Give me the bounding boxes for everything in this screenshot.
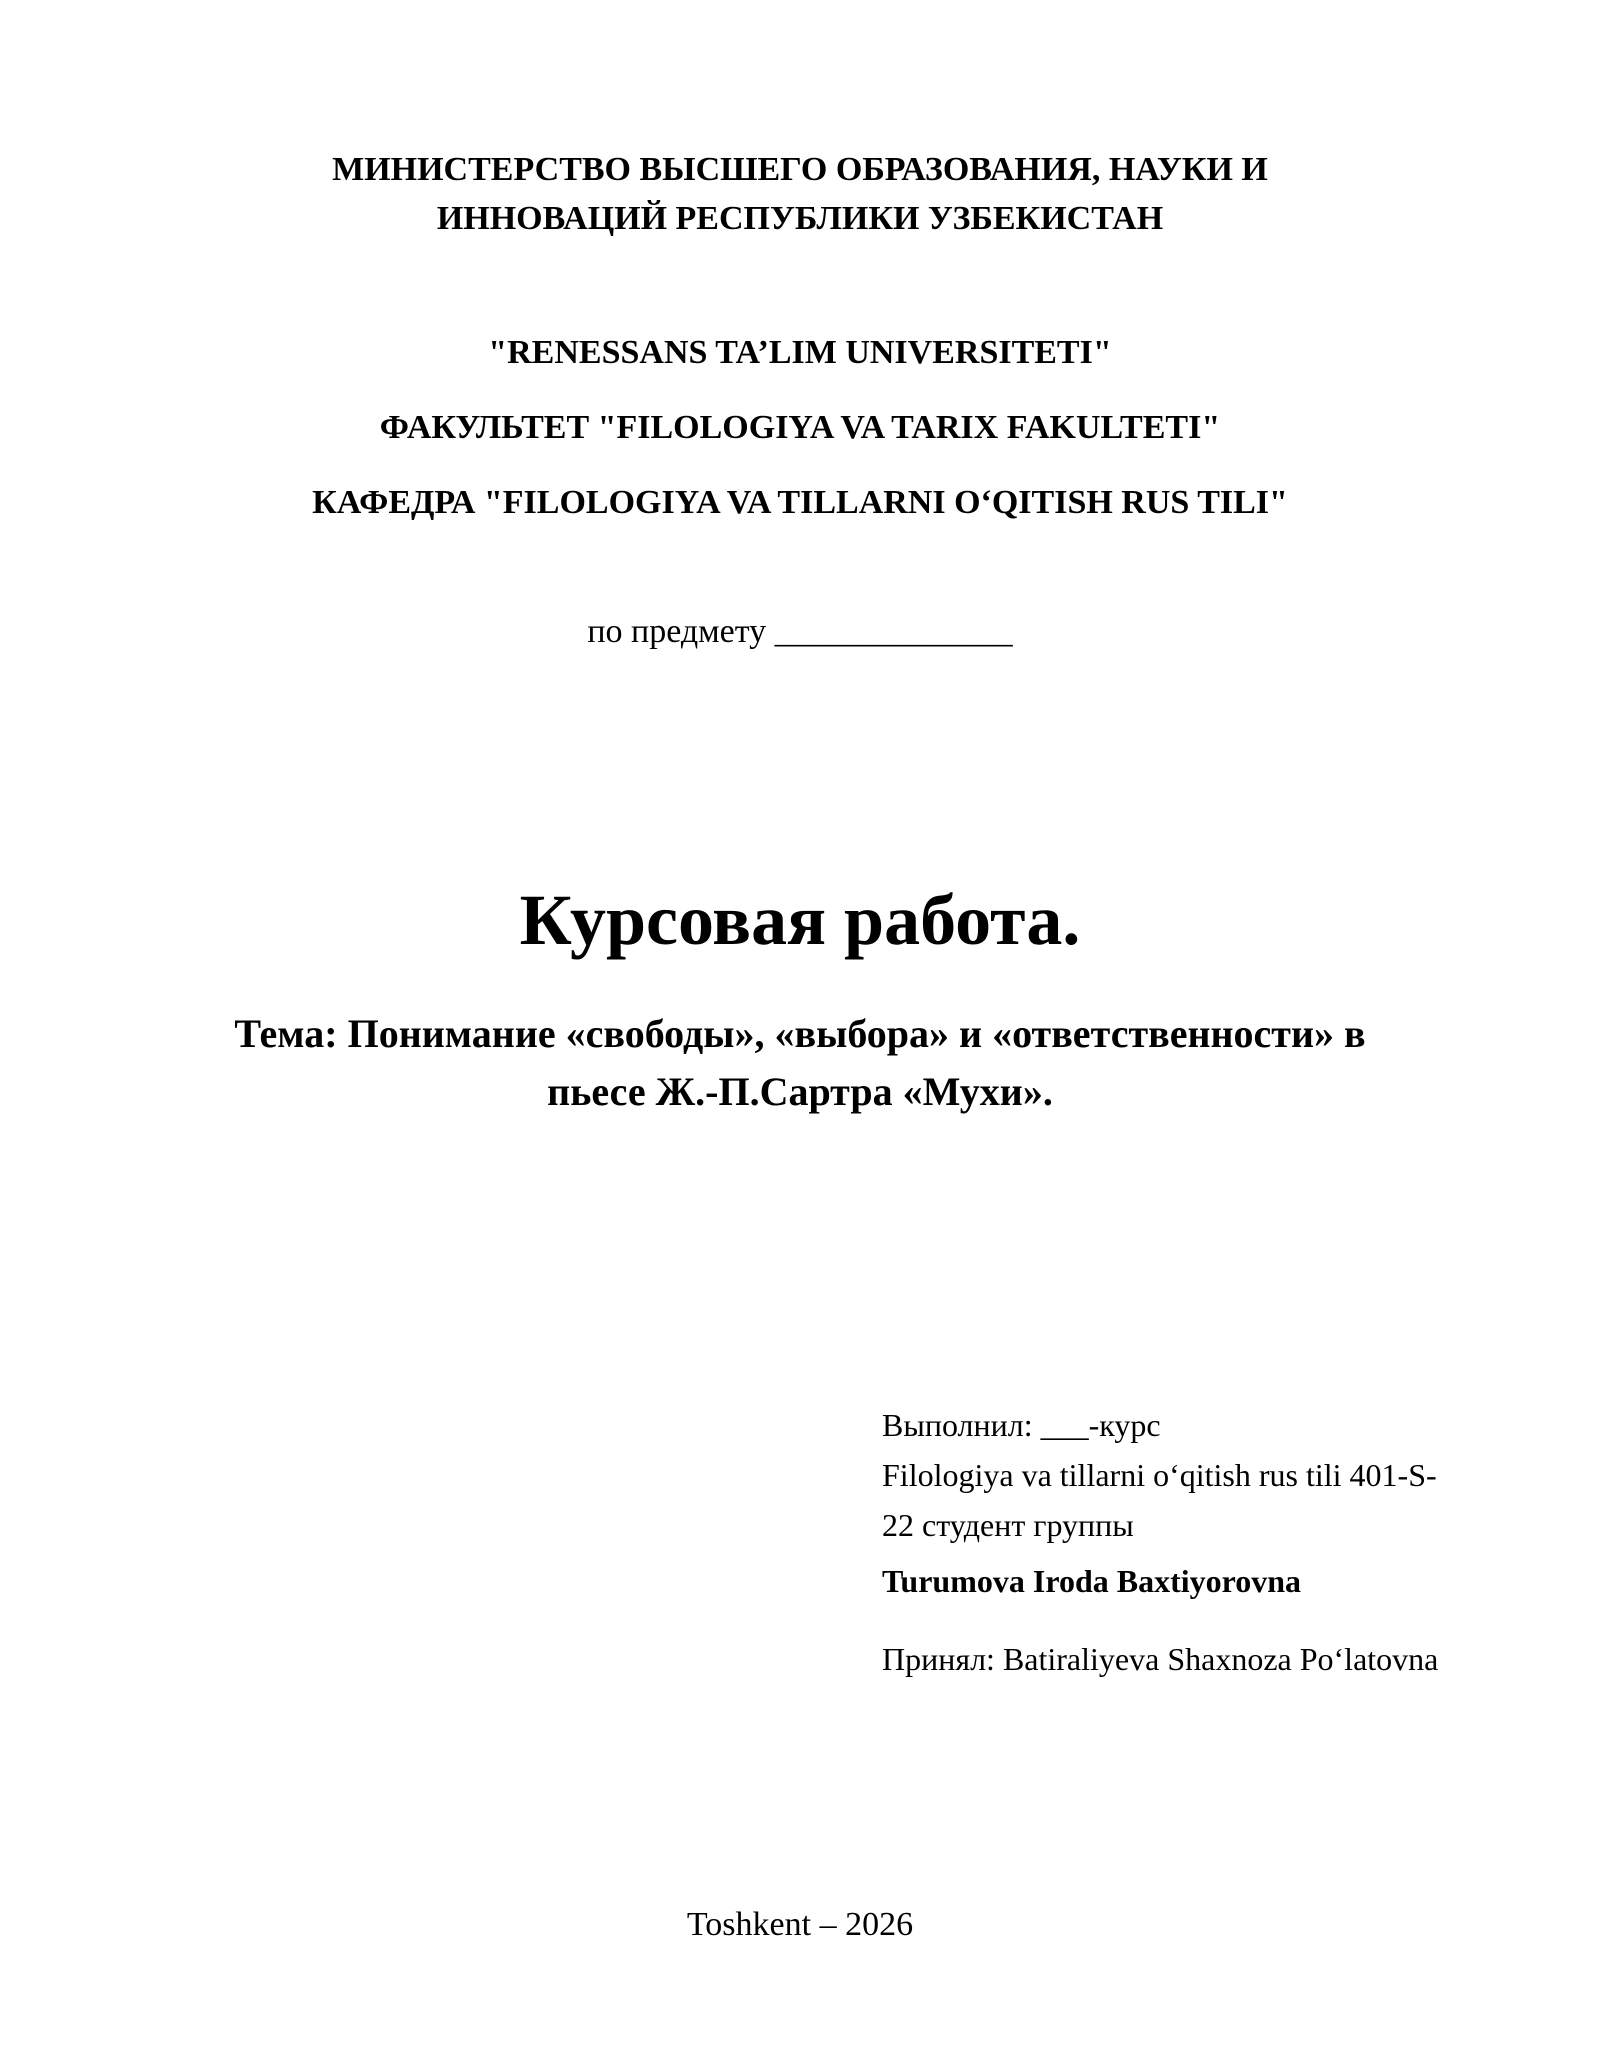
ministry-line-1: МИНИСТЕРСТВО ВЫСШЕГО ОБРАЗОВАНИЯ, НАУКИ И bbox=[332, 151, 1268, 188]
ministry-header bbox=[0, 145, 1600, 243]
ministry-line-2: ИННОВАЦИЙ РЕСПУБЛИКИ УЗБЕКИСТАН bbox=[436, 200, 1164, 237]
document-title: Курсовая работа. bbox=[519, 880, 1081, 960]
subject-line: по предмету ______________ bbox=[587, 613, 1013, 650]
department-name: КАФЕДРА "FILOLOGIYA VA TILLARNI O‘QITISH RUS TILI" bbox=[312, 484, 1288, 521]
group-line-1: Filologiya va tillarni o‘qitish rus tili 401-S- bbox=[882, 1457, 1437, 1493]
city-year: Toshkent – 2026 bbox=[686, 1906, 914, 1943]
accepted-by: Принял: Batiraliyeva Shaxnoza Po‘latovna bbox=[882, 1641, 1439, 1677]
faculty-name: ФАКУЛЬТЕТ "FILOLOGIYA VA TARIX FAKULTETI" bbox=[379, 409, 1221, 446]
author-info-block bbox=[882, 1400, 1502, 1684]
completed-by: Выполнил: ___-курс bbox=[882, 1407, 1161, 1443]
group-line-2: 22 студент группы bbox=[882, 1507, 1134, 1543]
topic-line-2: пьесе Ж.-П.Сартра «Мухи». bbox=[547, 1069, 1053, 1114]
topic-line-1: Тема: Понимание «свободы», «выбора» и «ответственности» в bbox=[234, 1011, 1366, 1056]
student-name: Turumova Iroda Baxtiyorovna bbox=[882, 1563, 1302, 1599]
university-name: "RENESSANS TA’LIM UNIVERSITETI" bbox=[488, 334, 1112, 371]
topic-heading bbox=[0, 1005, 1600, 1121]
